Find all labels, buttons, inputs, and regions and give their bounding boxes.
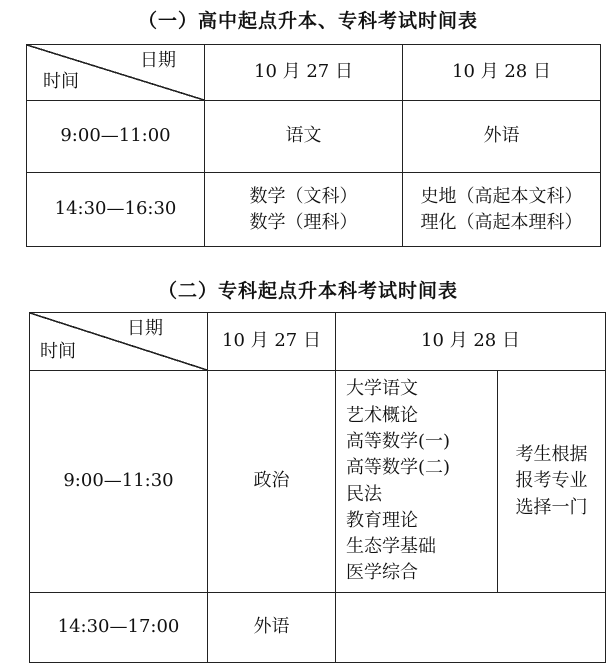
list-item: 高等数学(二) — [346, 457, 451, 479]
subject-cell: 外语 — [208, 593, 336, 663]
table-row — [30, 371, 606, 593]
table2-day2-header: 10 月 28 日 — [336, 313, 606, 371]
time-cell: 14:30—16:30 — [27, 173, 205, 247]
list-item: 医学综合 — [346, 562, 418, 584]
list-item: 民法 — [346, 483, 382, 505]
elective-subjects-cell — [336, 371, 498, 593]
note-line: 选择一门 — [515, 496, 588, 518]
time-cell: 14:30—17:00 — [30, 593, 208, 663]
subject-line: 理化（高起本理科） — [420, 211, 583, 233]
corner-time-label: 时间 — [43, 70, 79, 92]
subject-cell — [403, 173, 601, 247]
list-item: 生态学基础 — [346, 536, 436, 558]
table-row — [30, 593, 606, 663]
table2-day1-header: 10 月 27 日 — [208, 313, 336, 371]
table1-day1-header: 10 月 27 日 — [205, 45, 403, 101]
table1-corner-cell — [27, 45, 205, 101]
empty-cell — [336, 593, 606, 663]
list-item: 艺术概论 — [346, 404, 418, 426]
subject-cell — [205, 173, 403, 247]
section2-title: （二）专科起点升本科考试时间表 — [157, 280, 458, 302]
subject-cell: 外语 — [403, 101, 601, 173]
corner-time-label: 时间 — [40, 340, 76, 362]
note-line: 报考专业 — [515, 470, 588, 492]
corner-date-label: 日期 — [127, 318, 163, 339]
note-line: 考生根据 — [515, 444, 588, 466]
table-row — [27, 101, 601, 173]
table-row — [27, 173, 601, 247]
table1-day2-header: 10 月 28 日 — [403, 45, 601, 101]
list-item: 高等数学(一) — [346, 430, 451, 452]
subject-cell: 语文 — [205, 101, 403, 173]
table2-header-row — [30, 313, 606, 371]
subject-cell: 政治 — [208, 371, 336, 593]
subject-line: 数学（文科） — [249, 186, 358, 208]
subject-line: 史地（高起本文科） — [420, 186, 583, 208]
list-item: 大学语文 — [346, 378, 418, 400]
corner-date-label: 日期 — [140, 50, 176, 71]
time-cell: 9:00—11:00 — [27, 101, 205, 173]
exam-schedule-table-2 — [29, 312, 606, 663]
subject-line: 数学（理科） — [249, 211, 358, 233]
exam-schedule-table-1 — [26, 44, 601, 247]
table1-header-row — [27, 45, 601, 101]
table2-corner-cell — [30, 313, 208, 371]
list-item: 教育理论 — [346, 509, 418, 531]
section1-title: （一）高中起点升本、专科考试时间表 — [137, 10, 478, 32]
elective-note-cell — [498, 371, 606, 593]
time-cell: 9:00—11:30 — [30, 371, 208, 593]
